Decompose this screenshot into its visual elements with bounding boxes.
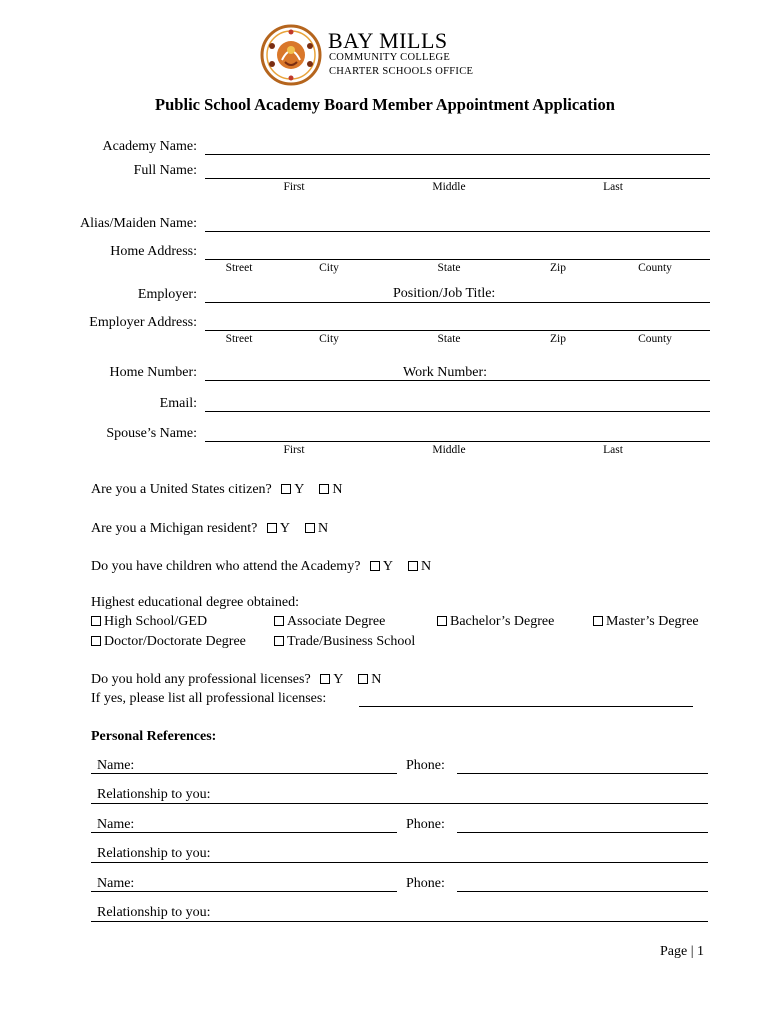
full-name-field[interactable] <box>205 178 710 179</box>
yes-label: Y <box>279 521 290 536</box>
checkbox-icon[interactable] <box>267 523 277 533</box>
ref2-phone-label: Phone: <box>406 817 445 832</box>
education-heading: Highest educational degree obtained: <box>91 595 299 610</box>
sublabel-middle: Middle <box>432 181 466 193</box>
sublabel-zip: Zip <box>550 262 566 274</box>
checkbox-icon[interactable] <box>281 484 291 494</box>
academy-name-field[interactable] <box>205 154 710 155</box>
employer-label: Employer: <box>137 287 197 302</box>
edu-option-high-school[interactable] <box>91 614 207 630</box>
michigan-resident-yes[interactable] <box>267 521 290 536</box>
us-citizen-question <box>91 482 343 498</box>
no-label: N <box>421 559 432 574</box>
checkbox-icon[interactable] <box>274 616 284 626</box>
sublabel-city: City <box>319 333 339 345</box>
licenses-question <box>91 672 381 688</box>
sublabel-county: County <box>638 333 672 345</box>
ref2-phone-field[interactable] <box>457 832 708 833</box>
yes-label: Y <box>294 482 304 497</box>
children-attend-no[interactable] <box>408 559 431 574</box>
sublabel-state: State <box>437 333 461 345</box>
ref2-name-label: Name: <box>97 817 135 832</box>
sublabel-middle: Middle <box>432 444 466 456</box>
checkbox-icon[interactable] <box>319 484 329 494</box>
page-number: Page | 1 <box>660 944 705 959</box>
home-number-label: Home Number: <box>109 365 197 380</box>
checkbox-icon[interactable] <box>408 561 418 571</box>
michigan-resident-question <box>91 521 328 537</box>
checkbox-icon[interactable] <box>274 636 284 646</box>
michigan-resident-text: Are you a Michigan resident? <box>91 521 258 536</box>
alias-maiden-name-label: Alias/Maiden Name: <box>79 216 197 231</box>
sublabel-last: Last <box>603 181 623 193</box>
michigan-resident-no[interactable] <box>305 521 328 536</box>
sublabel-street: Street <box>225 262 253 274</box>
checkbox-icon[interactable] <box>370 561 380 571</box>
no-label: N <box>317 521 329 536</box>
sublabel-street: Street <box>225 333 253 345</box>
edu-option-trade[interactable] <box>274 634 415 650</box>
checkbox-icon[interactable] <box>305 523 315 533</box>
ref1-relationship-field[interactable] <box>91 803 708 804</box>
licenses-yes[interactable] <box>320 672 343 687</box>
sublabel-zip: Zip <box>550 333 566 345</box>
home-address-field[interactable] <box>205 259 710 260</box>
option-label: High School/GED <box>104 614 208 629</box>
no-label: N <box>371 672 382 687</box>
form-title: Public School Academy Board Member Appointment Application <box>155 95 615 114</box>
position-job-title-label: Position/Job Title: <box>393 286 496 301</box>
references-heading: Personal References: <box>91 729 217 744</box>
edu-option-associate[interactable] <box>274 614 385 630</box>
email-label: Email: <box>159 396 197 411</box>
ref3-name-label: Name: <box>97 876 135 891</box>
sublabel-city: City <box>319 262 339 274</box>
checkbox-icon[interactable] <box>593 616 603 626</box>
employer-address-label: Employer Address: <box>89 315 197 330</box>
org-name: BAY MILLS <box>328 28 448 53</box>
bay-mills-logo <box>260 24 322 86</box>
org-line2: COMMUNITY COLLEGE <box>329 52 451 63</box>
sublabel-last: Last <box>603 444 623 456</box>
alias-maiden-name-field[interactable] <box>205 231 710 232</box>
yes-label: Y <box>382 559 393 574</box>
edu-option-masters[interactable] <box>593 614 699 630</box>
ref3-phone-label: Phone: <box>406 876 445 891</box>
academy-name-label: Academy Name: <box>102 139 197 154</box>
children-attend-question <box>91 559 431 575</box>
ref1-phone-field[interactable] <box>457 773 708 774</box>
full-name-label: Full Name: <box>133 163 197 178</box>
edu-option-doctorate[interactable] <box>91 634 246 650</box>
spouses-name-field[interactable] <box>205 441 710 442</box>
option-label: Trade/Business School <box>287 634 416 649</box>
ref3-relationship-label: Relationship to you: <box>97 905 211 920</box>
checkbox-icon[interactable] <box>358 674 368 684</box>
spouses-name-label: Spouse’s Name: <box>106 426 197 441</box>
ref2-relationship-label: Relationship to you: <box>97 846 211 861</box>
checkbox-icon[interactable] <box>91 616 101 626</box>
us-citizen-text: Are you a United States citizen? <box>91 482 272 497</box>
org-line3: CHARTER SCHOOLS OFFICE <box>329 66 474 77</box>
children-attend-yes[interactable] <box>370 559 393 574</box>
yes-label: Y <box>333 672 343 687</box>
sublabel-first: First <box>283 444 305 456</box>
employer-address-field[interactable] <box>205 330 710 331</box>
licenses-list-field[interactable] <box>359 706 693 707</box>
checkbox-icon[interactable] <box>320 674 330 684</box>
home-address-label: Home Address: <box>110 244 197 259</box>
ref1-name-field[interactable] <box>91 773 397 774</box>
sublabel-state: State <box>437 262 461 274</box>
us-citizen-no[interactable] <box>319 482 342 497</box>
checkbox-icon[interactable] <box>437 616 447 626</box>
employer-field[interactable] <box>205 302 710 303</box>
ref3-phone-field[interactable] <box>457 891 708 892</box>
work-number-label: Work Number: <box>403 365 488 380</box>
ref3-name-field[interactable] <box>91 891 397 892</box>
ref2-relationship-field[interactable] <box>91 862 708 863</box>
sublabel-first: First <box>283 181 305 193</box>
us-citizen-yes[interactable] <box>281 482 304 497</box>
checkbox-icon[interactable] <box>91 636 101 646</box>
edu-option-bachelors[interactable] <box>437 614 554 630</box>
option-label: Master’s Degree <box>606 614 699 629</box>
licenses-list-label: If yes, please list all professional licenses: <box>91 691 327 706</box>
option-label: Doctor/Doctorate Degree <box>104 634 246 649</box>
sublabel-county: County <box>638 262 672 274</box>
email-field[interactable] <box>205 411 710 412</box>
licenses-text: Do you hold any professional licenses? <box>91 672 311 687</box>
option-label: Associate Degree <box>287 614 386 629</box>
no-label: N <box>332 482 343 497</box>
ref1-name-label: Name: <box>97 758 135 773</box>
ref3-relationship-field[interactable] <box>91 921 708 922</box>
option-label: Bachelor’s Degree <box>450 614 555 629</box>
ref1-phone-label: Phone: <box>406 758 445 773</box>
ref2-name-field[interactable] <box>91 832 397 833</box>
licenses-no[interactable] <box>358 672 381 687</box>
ref1-relationship-label: Relationship to you: <box>97 787 211 802</box>
children-attend-text: Do you have children who attend the Academy? <box>91 559 361 574</box>
